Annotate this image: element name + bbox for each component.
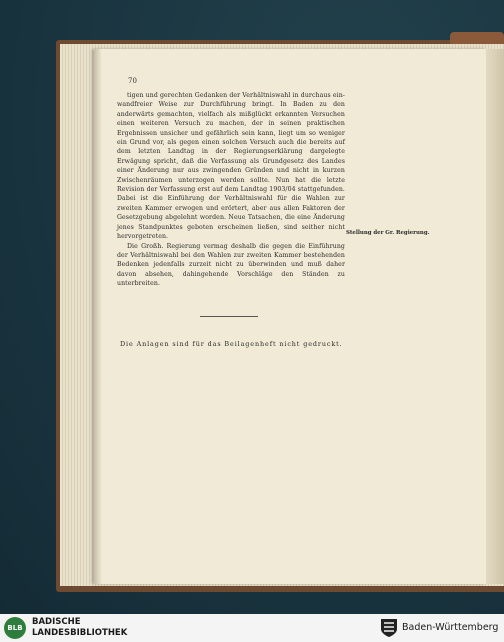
section-divider xyxy=(200,316,258,317)
paragraph: Die Großh. Regierung vermag deshalb die gegen die Einführung der Verhältniswahl bei den Wahlen zur zweiten Kammer bestehenden Bedenken jedenfalls zurzeit nicht zu überwinden und muß daher davon absehen, dahingehende Vorschläge den Ständen zu unterbreiten. xyxy=(117,242,345,288)
body-text xyxy=(117,91,345,289)
page-gutter xyxy=(94,49,102,584)
paragraph: tigen und gerechten Gedanken der Verhältniswahl in durchaus ein-wandfreier Weise zur Durchführung bringt. In Baden zu den anderwärts gemachten, vielfach als mißglückt erkannten Versuchen einen weiteren Versuch zu machen, der in seinen praktischen Ergebnissen unsicher und gefährlich sein kann, liegt um so weniger ein Grund vor, als gegen einen solchen Versuch auch die bereits auf dem letzten Landtag in der Regierungserklärung dargelegte Erwägung spricht, daß die Verfassung als Grundgesetz des Landes einer Änderung nur aus zwingenden Gründen und nicht in kurzen Zwischenräumen unterzogen werden sollte. Nun hat die letzte Revision der Verfassung erst auf dem Landtag 1903/04 stattgefunden. Dabei ist die Einführung der Verhältniswahl für die Wahlen zur zweiten Kammer erwogen und erörtert, aber aus allen Faktoren der Gesetzgebung abgelehnt worden. Neue Tatsachen, die eine Änderung jenes Standpunktes geboten erscheinen ließen, sind seither nicht hervorgetreten. xyxy=(117,92,345,241)
library-name[interactable] xyxy=(32,617,127,639)
margin-note: Stellung der Gr. Regierung. xyxy=(346,230,430,236)
state-name[interactable]: Baden-Württemberg xyxy=(402,622,499,633)
page-right-edge xyxy=(486,49,504,584)
appendix-notice: Die Anlagen sind für das Beilagenheft nicht gedruckt. xyxy=(120,340,343,348)
footer-bar xyxy=(0,614,504,642)
page-number: 70 xyxy=(128,77,137,85)
blb-logo-icon[interactable]: BLB xyxy=(4,617,26,639)
library-name-line2: LANDESBIBLIOTHEK xyxy=(32,628,128,638)
library-name-line1: BADISCHE xyxy=(32,617,81,627)
bw-coat-of-arms-icon[interactable] xyxy=(380,618,398,638)
